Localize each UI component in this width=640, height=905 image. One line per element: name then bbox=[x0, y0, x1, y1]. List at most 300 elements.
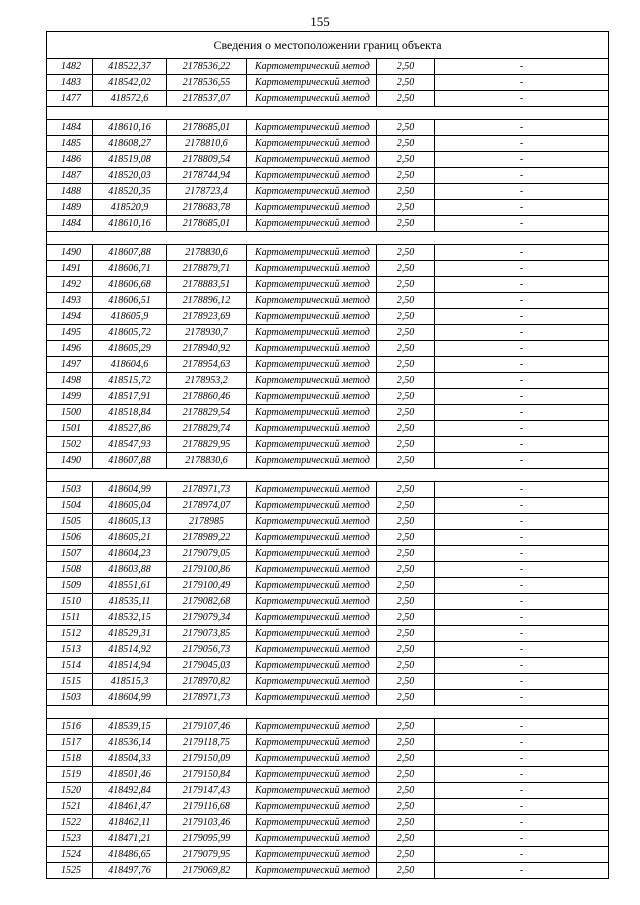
x-coordinate-cell: 418520,03 bbox=[93, 168, 167, 184]
x-coordinate-cell: 418605,9 bbox=[93, 309, 167, 325]
note-cell: - bbox=[435, 610, 609, 626]
y-coordinate-cell: 2179082,68 bbox=[167, 594, 247, 610]
y-coordinate-cell: 2178829,95 bbox=[167, 437, 247, 453]
x-coordinate-cell: 418471,21 bbox=[93, 831, 167, 847]
note-cell: - bbox=[435, 200, 609, 216]
table-row bbox=[47, 309, 609, 325]
x-coordinate-cell: 418462,11 bbox=[93, 815, 167, 831]
table-row bbox=[47, 59, 609, 75]
point-number-cell: 1521 bbox=[47, 799, 93, 815]
page-number: 155 bbox=[310, 14, 330, 29]
point-number-cell: 1513 bbox=[47, 642, 93, 658]
accuracy-cell: 2,50 bbox=[377, 847, 435, 863]
method-cell: Картометрический метод bbox=[247, 184, 377, 200]
point-number-cell: 1500 bbox=[47, 405, 93, 421]
note-cell: - bbox=[435, 277, 609, 293]
point-number-cell: 1506 bbox=[47, 530, 93, 546]
y-coordinate-cell: 2179079,05 bbox=[167, 546, 247, 562]
method-cell: Картометрический метод bbox=[247, 674, 377, 690]
accuracy-cell: 2,50 bbox=[377, 59, 435, 75]
note-cell: - bbox=[435, 690, 609, 706]
table-row bbox=[47, 626, 609, 642]
table-row bbox=[47, 642, 609, 658]
point-number-cell: 1501 bbox=[47, 421, 93, 437]
note-cell: - bbox=[435, 562, 609, 578]
y-coordinate-cell: 2178829,54 bbox=[167, 405, 247, 421]
x-coordinate-cell: 418518,84 bbox=[93, 405, 167, 421]
y-coordinate-cell: 2178683,78 bbox=[167, 200, 247, 216]
table-row bbox=[47, 546, 609, 562]
accuracy-cell: 2,50 bbox=[377, 309, 435, 325]
accuracy-cell: 2,50 bbox=[377, 767, 435, 783]
point-number-cell: 1498 bbox=[47, 373, 93, 389]
table-row bbox=[47, 799, 609, 815]
method-cell: Картометрический метод bbox=[247, 578, 377, 594]
point-number-cell: 1509 bbox=[47, 578, 93, 594]
method-cell: Картометрический метод bbox=[247, 594, 377, 610]
accuracy-cell: 2,50 bbox=[377, 783, 435, 799]
method-cell: Картометрический метод bbox=[247, 799, 377, 815]
point-number-cell: 1492 bbox=[47, 277, 93, 293]
note-cell: - bbox=[435, 453, 609, 469]
accuracy-cell: 2,50 bbox=[377, 546, 435, 562]
x-coordinate-cell: 418604,6 bbox=[93, 357, 167, 373]
point-number-cell: 1491 bbox=[47, 261, 93, 277]
table-row bbox=[47, 184, 609, 200]
method-cell: Картометрический метод bbox=[247, 59, 377, 75]
note-cell: - bbox=[435, 674, 609, 690]
note-cell: - bbox=[435, 91, 609, 107]
note-cell: - bbox=[435, 735, 609, 751]
method-cell: Картометрический метод bbox=[247, 626, 377, 642]
table-row bbox=[47, 120, 609, 136]
x-coordinate-cell: 418527,86 bbox=[93, 421, 167, 437]
x-coordinate-cell: 418517,91 bbox=[93, 389, 167, 405]
accuracy-cell: 2,50 bbox=[377, 514, 435, 530]
x-coordinate-cell: 418504,33 bbox=[93, 751, 167, 767]
note-cell: - bbox=[435, 626, 609, 642]
accuracy-cell: 2,50 bbox=[377, 405, 435, 421]
method-cell: Картометрический метод bbox=[247, 357, 377, 373]
y-coordinate-cell: 2178537,07 bbox=[167, 91, 247, 107]
method-cell: Картометрический метод bbox=[247, 690, 377, 706]
table-row bbox=[47, 767, 609, 783]
note-cell: - bbox=[435, 245, 609, 261]
accuracy-cell: 2,50 bbox=[377, 261, 435, 277]
accuracy-cell: 2,50 bbox=[377, 245, 435, 261]
note-cell: - bbox=[435, 341, 609, 357]
x-coordinate-cell: 418514,94 bbox=[93, 658, 167, 674]
table-row bbox=[47, 751, 609, 767]
y-coordinate-cell: 2178860,46 bbox=[167, 389, 247, 405]
y-coordinate-cell: 2179079,34 bbox=[167, 610, 247, 626]
method-cell: Картометрический метод bbox=[247, 245, 377, 261]
x-coordinate-cell: 418522,37 bbox=[93, 59, 167, 75]
accuracy-cell: 2,50 bbox=[377, 863, 435, 879]
point-number-cell: 1505 bbox=[47, 514, 93, 530]
table-row bbox=[47, 389, 609, 405]
accuracy-cell: 2,50 bbox=[377, 120, 435, 136]
point-number-cell: 1504 bbox=[47, 498, 93, 514]
table-row bbox=[47, 245, 609, 261]
separator-cell bbox=[47, 232, 609, 245]
note-cell: - bbox=[435, 75, 609, 91]
point-number-cell: 1487 bbox=[47, 168, 93, 184]
x-coordinate-cell: 418535,11 bbox=[93, 594, 167, 610]
x-coordinate-cell: 418536,14 bbox=[93, 735, 167, 751]
method-cell: Картометрический метод bbox=[247, 530, 377, 546]
method-cell: Картометрический метод bbox=[247, 373, 377, 389]
y-coordinate-cell: 2179045,03 bbox=[167, 658, 247, 674]
note-cell: - bbox=[435, 152, 609, 168]
method-cell: Картометрический метод bbox=[247, 261, 377, 277]
y-coordinate-cell: 2178940,92 bbox=[167, 341, 247, 357]
table-row bbox=[47, 735, 609, 751]
method-cell: Картометрический метод bbox=[247, 847, 377, 863]
point-number-cell: 1516 bbox=[47, 719, 93, 735]
y-coordinate-cell: 2178953,2 bbox=[167, 373, 247, 389]
method-cell: Картометрический метод bbox=[247, 75, 377, 91]
point-number-cell: 1502 bbox=[47, 437, 93, 453]
note-cell: - bbox=[435, 751, 609, 767]
note-cell: - bbox=[435, 658, 609, 674]
y-coordinate-cell: 2178971,73 bbox=[167, 690, 247, 706]
table-row bbox=[47, 75, 609, 91]
point-number-cell: 1499 bbox=[47, 389, 93, 405]
x-coordinate-cell: 418497,76 bbox=[93, 863, 167, 879]
note-cell: - bbox=[435, 863, 609, 879]
accuracy-cell: 2,50 bbox=[377, 293, 435, 309]
x-coordinate-cell: 418501,46 bbox=[93, 767, 167, 783]
accuracy-cell: 2,50 bbox=[377, 277, 435, 293]
y-coordinate-cell: 2178830,6 bbox=[167, 245, 247, 261]
y-coordinate-cell: 2178536,55 bbox=[167, 75, 247, 91]
table-row bbox=[47, 341, 609, 357]
accuracy-cell: 2,50 bbox=[377, 751, 435, 767]
accuracy-cell: 2,50 bbox=[377, 152, 435, 168]
method-cell: Картометрический метод bbox=[247, 453, 377, 469]
x-coordinate-cell: 418607,88 bbox=[93, 245, 167, 261]
point-number-cell: 1520 bbox=[47, 783, 93, 799]
y-coordinate-cell: 2178879,71 bbox=[167, 261, 247, 277]
x-coordinate-cell: 418605,29 bbox=[93, 341, 167, 357]
group-separator-row bbox=[47, 232, 609, 245]
accuracy-cell: 2,50 bbox=[377, 216, 435, 232]
point-number-cell: 1496 bbox=[47, 341, 93, 357]
x-coordinate-cell: 418604,99 bbox=[93, 482, 167, 498]
accuracy-cell: 2,50 bbox=[377, 594, 435, 610]
y-coordinate-cell: 2179147,43 bbox=[167, 783, 247, 799]
y-coordinate-cell: 2178974,07 bbox=[167, 498, 247, 514]
note-cell: - bbox=[435, 325, 609, 341]
point-number-cell: 1477 bbox=[47, 91, 93, 107]
accuracy-cell: 2,50 bbox=[377, 373, 435, 389]
point-number-cell: 1524 bbox=[47, 847, 93, 863]
table-row bbox=[47, 437, 609, 453]
point-number-cell: 1486 bbox=[47, 152, 93, 168]
point-number-cell: 1525 bbox=[47, 863, 93, 879]
note-cell: - bbox=[435, 847, 609, 863]
method-cell: Картометрический метод bbox=[247, 831, 377, 847]
point-number-cell: 1511 bbox=[47, 610, 93, 626]
table-row bbox=[47, 498, 609, 514]
method-cell: Картометрический метод bbox=[247, 751, 377, 767]
method-cell: Картометрический метод bbox=[247, 437, 377, 453]
x-coordinate-cell: 418604,99 bbox=[93, 690, 167, 706]
x-coordinate-cell: 418605,72 bbox=[93, 325, 167, 341]
accuracy-cell: 2,50 bbox=[377, 389, 435, 405]
point-number-cell: 1512 bbox=[47, 626, 93, 642]
note-cell: - bbox=[435, 498, 609, 514]
note-cell: - bbox=[435, 261, 609, 277]
y-coordinate-cell: 2179069,82 bbox=[167, 863, 247, 879]
accuracy-cell: 2,50 bbox=[377, 91, 435, 107]
accuracy-cell: 2,50 bbox=[377, 642, 435, 658]
y-coordinate-cell: 2179118,75 bbox=[167, 735, 247, 751]
x-coordinate-cell: 418608,27 bbox=[93, 136, 167, 152]
accuracy-cell: 2,50 bbox=[377, 815, 435, 831]
x-coordinate-cell: 418529,31 bbox=[93, 626, 167, 642]
separator-cell bbox=[47, 706, 609, 719]
accuracy-cell: 2,50 bbox=[377, 200, 435, 216]
table-row bbox=[47, 152, 609, 168]
x-coordinate-cell: 418610,16 bbox=[93, 120, 167, 136]
method-cell: Картометрический метод bbox=[247, 389, 377, 405]
point-number-cell: 1515 bbox=[47, 674, 93, 690]
table-row bbox=[47, 594, 609, 610]
note-cell: - bbox=[435, 530, 609, 546]
accuracy-cell: 2,50 bbox=[377, 831, 435, 847]
method-cell: Картометрический метод bbox=[247, 168, 377, 184]
note-cell: - bbox=[435, 216, 609, 232]
table-row bbox=[47, 514, 609, 530]
table-row bbox=[47, 847, 609, 863]
table-row bbox=[47, 136, 609, 152]
note-cell: - bbox=[435, 168, 609, 184]
note-cell: - bbox=[435, 309, 609, 325]
table-row bbox=[47, 357, 609, 373]
note-cell: - bbox=[435, 546, 609, 562]
y-coordinate-cell: 2178829,74 bbox=[167, 421, 247, 437]
group-separator-row bbox=[47, 469, 609, 482]
x-coordinate-cell: 418607,88 bbox=[93, 453, 167, 469]
method-cell: Картометрический метод bbox=[247, 421, 377, 437]
point-number-cell: 1503 bbox=[47, 690, 93, 706]
method-cell: Картометрический метод bbox=[247, 610, 377, 626]
point-number-cell: 1490 bbox=[47, 245, 93, 261]
x-coordinate-cell: 418532,15 bbox=[93, 610, 167, 626]
table-row bbox=[47, 610, 609, 626]
accuracy-cell: 2,50 bbox=[377, 562, 435, 578]
y-coordinate-cell: 2178536,22 bbox=[167, 59, 247, 75]
note-cell: - bbox=[435, 767, 609, 783]
accuracy-cell: 2,50 bbox=[377, 75, 435, 91]
accuracy-cell: 2,50 bbox=[377, 136, 435, 152]
point-number-cell: 1495 bbox=[47, 325, 93, 341]
x-coordinate-cell: 418606,71 bbox=[93, 261, 167, 277]
accuracy-cell: 2,50 bbox=[377, 626, 435, 642]
y-coordinate-cell: 2179056,73 bbox=[167, 642, 247, 658]
point-number-cell: 1510 bbox=[47, 594, 93, 610]
y-coordinate-cell: 2178930,7 bbox=[167, 325, 247, 341]
accuracy-cell: 2,50 bbox=[377, 325, 435, 341]
x-coordinate-cell: 418572,6 bbox=[93, 91, 167, 107]
accuracy-cell: 2,50 bbox=[377, 578, 435, 594]
point-number-cell: 1517 bbox=[47, 735, 93, 751]
note-cell: - bbox=[435, 437, 609, 453]
note-cell: - bbox=[435, 405, 609, 421]
point-number-cell: 1493 bbox=[47, 293, 93, 309]
table-row bbox=[47, 690, 609, 706]
method-cell: Картометрический метод bbox=[247, 815, 377, 831]
note-cell: - bbox=[435, 642, 609, 658]
method-cell: Картометрический метод bbox=[247, 91, 377, 107]
y-coordinate-cell: 2178685,01 bbox=[167, 120, 247, 136]
method-cell: Картометрический метод bbox=[247, 498, 377, 514]
table-row bbox=[47, 373, 609, 389]
method-cell: Картометрический метод bbox=[247, 514, 377, 530]
accuracy-cell: 2,50 bbox=[377, 482, 435, 498]
table-row bbox=[47, 325, 609, 341]
x-coordinate-cell: 418514,92 bbox=[93, 642, 167, 658]
table-row bbox=[47, 578, 609, 594]
x-coordinate-cell: 418604,23 bbox=[93, 546, 167, 562]
y-coordinate-cell: 2179079,95 bbox=[167, 847, 247, 863]
note-cell: - bbox=[435, 136, 609, 152]
accuracy-cell: 2,50 bbox=[377, 799, 435, 815]
y-coordinate-cell: 2178970,82 bbox=[167, 674, 247, 690]
method-cell: Картометрический метод bbox=[247, 341, 377, 357]
table-row bbox=[47, 293, 609, 309]
note-cell: - bbox=[435, 719, 609, 735]
x-coordinate-cell: 418539,15 bbox=[93, 719, 167, 735]
y-coordinate-cell: 2179100,86 bbox=[167, 562, 247, 578]
point-number-cell: 1489 bbox=[47, 200, 93, 216]
y-coordinate-cell: 2179150,84 bbox=[167, 767, 247, 783]
point-number-cell: 1508 bbox=[47, 562, 93, 578]
point-number-cell: 1488 bbox=[47, 184, 93, 200]
table-row bbox=[47, 277, 609, 293]
table-row bbox=[47, 261, 609, 277]
table-row bbox=[47, 216, 609, 232]
note-cell: - bbox=[435, 184, 609, 200]
x-coordinate-cell: 418606,51 bbox=[93, 293, 167, 309]
method-cell: Картометрический метод bbox=[247, 293, 377, 309]
note-cell: - bbox=[435, 799, 609, 815]
table-title: Сведения о местоположении границ объекта bbox=[47, 32, 609, 59]
accuracy-cell: 2,50 bbox=[377, 453, 435, 469]
note-cell: - bbox=[435, 421, 609, 437]
method-cell: Картометрический метод bbox=[247, 658, 377, 674]
y-coordinate-cell: 2178810,6 bbox=[167, 136, 247, 152]
accuracy-cell: 2,50 bbox=[377, 498, 435, 514]
table-row bbox=[47, 482, 609, 498]
x-coordinate-cell: 418551,61 bbox=[93, 578, 167, 594]
point-number-cell: 1490 bbox=[47, 453, 93, 469]
method-cell: Картометрический метод bbox=[247, 642, 377, 658]
point-number-cell: 1484 bbox=[47, 216, 93, 232]
method-cell: Картометрический метод bbox=[247, 152, 377, 168]
note-cell: - bbox=[435, 59, 609, 75]
table-row bbox=[47, 200, 609, 216]
accuracy-cell: 2,50 bbox=[377, 610, 435, 626]
method-cell: Картометрический метод bbox=[247, 783, 377, 799]
y-coordinate-cell: 2178985 bbox=[167, 514, 247, 530]
y-coordinate-cell: 2178744,94 bbox=[167, 168, 247, 184]
table-row bbox=[47, 453, 609, 469]
point-number-cell: 1519 bbox=[47, 767, 93, 783]
point-number-cell: 1485 bbox=[47, 136, 93, 152]
x-coordinate-cell: 418520,9 bbox=[93, 200, 167, 216]
table-row bbox=[47, 658, 609, 674]
accuracy-cell: 2,50 bbox=[377, 735, 435, 751]
point-number-cell: 1518 bbox=[47, 751, 93, 767]
point-number-cell: 1514 bbox=[47, 658, 93, 674]
point-number-cell: 1523 bbox=[47, 831, 93, 847]
x-coordinate-cell: 418547,93 bbox=[93, 437, 167, 453]
note-cell: - bbox=[435, 594, 609, 610]
y-coordinate-cell: 2178809,54 bbox=[167, 152, 247, 168]
x-coordinate-cell: 418603,88 bbox=[93, 562, 167, 578]
method-cell: Картометрический метод bbox=[247, 309, 377, 325]
point-number-cell: 1482 bbox=[47, 59, 93, 75]
table-row bbox=[47, 863, 609, 879]
x-coordinate-cell: 418606,68 bbox=[93, 277, 167, 293]
point-number-cell: 1483 bbox=[47, 75, 93, 91]
y-coordinate-cell: 2178923,69 bbox=[167, 309, 247, 325]
method-cell: Картометрический метод bbox=[247, 405, 377, 421]
y-coordinate-cell: 2179103,46 bbox=[167, 815, 247, 831]
y-coordinate-cell: 2179107,46 bbox=[167, 719, 247, 735]
method-cell: Картометрический метод bbox=[247, 216, 377, 232]
table-row bbox=[47, 91, 609, 107]
separator-cell bbox=[47, 469, 609, 482]
method-cell: Картометрический метод bbox=[247, 719, 377, 735]
table-row bbox=[47, 674, 609, 690]
accuracy-cell: 2,50 bbox=[377, 357, 435, 373]
y-coordinate-cell: 2179150,09 bbox=[167, 751, 247, 767]
method-cell: Картометрический метод bbox=[247, 120, 377, 136]
method-cell: Картометрический метод bbox=[247, 735, 377, 751]
table-row bbox=[47, 719, 609, 735]
method-cell: Картометрический метод bbox=[247, 546, 377, 562]
boundary-coordinates-table bbox=[46, 31, 609, 879]
note-cell: - bbox=[435, 120, 609, 136]
x-coordinate-cell: 418520,35 bbox=[93, 184, 167, 200]
x-coordinate-cell: 418461,47 bbox=[93, 799, 167, 815]
x-coordinate-cell: 418519,08 bbox=[93, 152, 167, 168]
table-row bbox=[47, 815, 609, 831]
method-cell: Картометрический метод bbox=[247, 767, 377, 783]
group-separator-row bbox=[47, 107, 609, 120]
accuracy-cell: 2,50 bbox=[377, 168, 435, 184]
method-cell: Картометрический метод bbox=[247, 277, 377, 293]
x-coordinate-cell: 418605,21 bbox=[93, 530, 167, 546]
point-number-cell: 1503 bbox=[47, 482, 93, 498]
x-coordinate-cell: 418542,02 bbox=[93, 75, 167, 91]
note-cell: - bbox=[435, 293, 609, 309]
y-coordinate-cell: 2179073,85 bbox=[167, 626, 247, 642]
y-coordinate-cell: 2178830,6 bbox=[167, 453, 247, 469]
note-cell: - bbox=[435, 482, 609, 498]
accuracy-cell: 2,50 bbox=[377, 658, 435, 674]
accuracy-cell: 2,50 bbox=[377, 530, 435, 546]
method-cell: Картометрический метод bbox=[247, 562, 377, 578]
accuracy-cell: 2,50 bbox=[377, 690, 435, 706]
y-coordinate-cell: 2178685,01 bbox=[167, 216, 247, 232]
method-cell: Картометрический метод bbox=[247, 200, 377, 216]
note-cell: - bbox=[435, 783, 609, 799]
